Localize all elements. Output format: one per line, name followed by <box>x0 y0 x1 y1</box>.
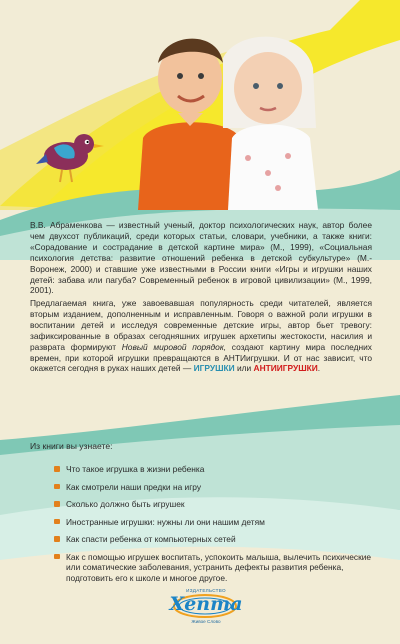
or-word: или <box>236 363 252 374</box>
list-item <box>54 517 374 528</box>
author-intro-text: В.В. Абраменкова — известный ученый, доктор психологических наук, автор более чем двухсот публикаций, среди которых статьи, словари, учебники, а также книги: «Сорадование и сострадание в детской картине мира» (М., 1999), «Социальная психология детства: развитие отношений ребенка в детской субкультуре» (М.-Воронеж, 2000) и ставшие уже известными в России книги «Игры и игрушки наших детей: забава или пагуба? Современный ребенок в игровой цивилизации» (М., 1999, 2001). <box>30 220 372 296</box>
bullet-icon <box>54 536 60 542</box>
description-part2: создают картину мира последних времен, при которой игрушки превращаются в АНТИигрушки. И от нас зависит, что окажется сегодня в руках наших детей — <box>30 341 372 374</box>
list-item <box>54 464 374 475</box>
list-item <box>54 499 374 510</box>
topic-text: Как смотрели наши предки на игру <box>66 481 202 492</box>
children-photo <box>128 8 343 210</box>
bird-toy-icon <box>34 124 106 184</box>
bullet-icon <box>54 519 60 525</box>
book-description <box>30 298 372 374</box>
learn-title: Из книги вы узнаете: <box>30 441 113 451</box>
bullet-icon <box>54 466 60 472</box>
list-item <box>54 534 374 545</box>
bullet-icon <box>54 554 60 560</box>
list-item <box>54 552 374 585</box>
publisher-label: ИЗДАТЕЛЬСТВО <box>186 588 226 593</box>
antitoys-word: АНТИИГРУШКИ <box>253 363 318 374</box>
author-intro <box>30 220 372 296</box>
topic-text: Сколько должно быть игрушек <box>66 499 185 509</box>
topic-text: Как с помощью игрушек воспитать, успокоить малыша, вылечить психические или соматические заболевания, устранить дефекты развития ребенка, подготовить его к школе и многое другое. <box>66 551 372 584</box>
topic-text: Иностранные игрушки: нужны ли они нашим детям <box>66 516 265 527</box>
publisher-name: Хепта <box>169 593 243 615</box>
book-description-text <box>30 298 372 374</box>
topics-list <box>54 464 374 591</box>
description-end: . <box>317 363 321 374</box>
list-item <box>54 482 374 493</box>
bullet-icon <box>54 501 60 507</box>
publisher-subtitle: Живое Слово <box>191 619 221 624</box>
bullet-icon <box>54 484 60 490</box>
toys-word: ИГРУШКИ <box>193 363 235 374</box>
topic-text: Как спасти ребенка от компьютерных сетей <box>66 534 236 544</box>
publisher-logo <box>168 588 244 634</box>
description-emphasis: Новый мировой порядок, <box>121 341 227 352</box>
topic-text: Что такое игрушка в жизни ребенка <box>66 464 205 474</box>
description-part1: Предлагаемая книга, уже завоевавшая популярность среди читателей, является вторым изданием, дополненным и исправленным. Говоря о важной роли игрушки в воспитании детей и исследуя современные детские игры, автор бьет тревогу: зафиксированные в образах сегодняшних игрушек архетипы жестокости, насилия и разврата формируют <box>30 298 372 352</box>
